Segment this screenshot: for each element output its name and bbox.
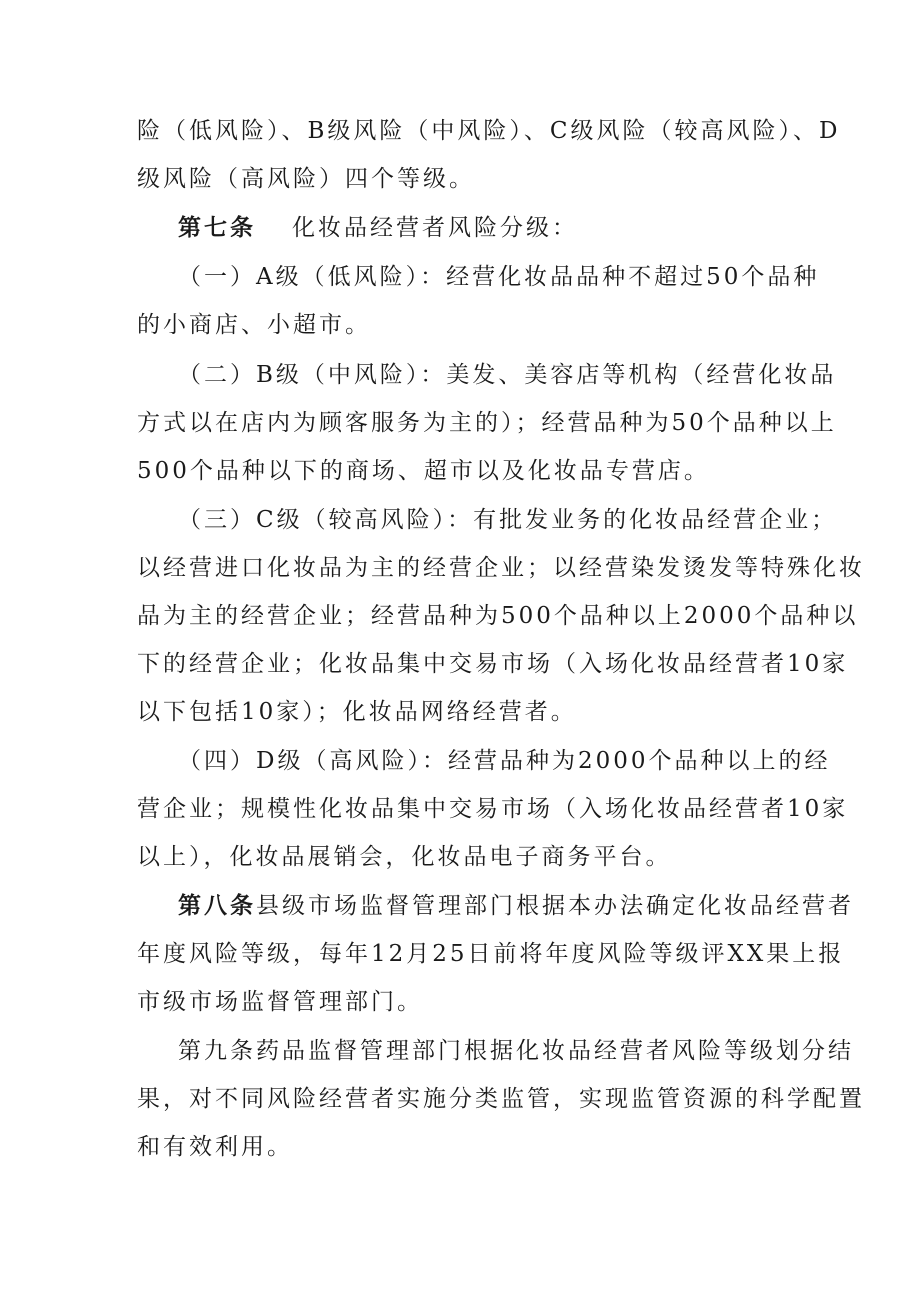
text-line: 第九条药品监督管理部门根据化妆品经营者风险等级划分结 — [178, 1038, 854, 1064]
text-line: 500个品种以下的商场、超市以及化妆品专营店。 — [137, 458, 710, 484]
text-line: 方式以在店内为顾客服务为主的）；经营品种为50个品种以上 — [137, 410, 837, 436]
text-line: 市级市场监督管理部门。 — [137, 989, 423, 1015]
article-7-heading: 第七条 — [178, 214, 256, 241]
text-line: 以下包括10家）；化妆品网络经营者。 — [137, 699, 577, 725]
text-line: （三）C级（较高风险）：有批发业务的化妆品经营企业； — [178, 507, 838, 533]
article-7-title: 化妆品经营者风险分级： — [292, 215, 578, 241]
text-line: 品为主的经营企业；经营品种为500个品种以上2000个品种以 — [137, 603, 859, 629]
text-line: 级风险（高风险）四个等级。 — [137, 166, 475, 192]
article-8-heading: 第八条 — [178, 892, 256, 919]
text-line: 下的经营企业；化妆品集中交易市场（入场化妆品经营者10家 — [137, 651, 849, 677]
text-line: 以经营进口化妆品为主的经营企业；以经营染发烫发等特殊化妆 — [137, 555, 865, 581]
text-line: 以上），化妆品展销会，化妆品电子商务平台。 — [137, 844, 672, 870]
text-line: 险（低风险）、B级风险（中风险）、C级风险（较高风险）、D — [137, 118, 841, 144]
article-7-line — [0, 204, 920, 252]
text-line: 营企业；规模性化妆品集中交易市场（入场化妆品经营者10家 — [137, 796, 849, 822]
text-line: （一）A级（低风险）：经营化妆品品种不超过50个品种 — [178, 264, 820, 290]
article-8-text: 县级市场监督管理部门根据本办法确定化妆品经营者 — [256, 893, 854, 919]
text-line: 年度风险等级，每年12月25日前将年度风险等级评XX果上报 — [137, 941, 845, 967]
article-8-line — [0, 882, 920, 930]
text-line: 果，对不同风险经营者实施分类监管，实现监管资源的科学配置 — [137, 1086, 865, 1112]
text-line: （二）B级（中风险）：美发、美容店等机构（经营化妆品 — [178, 362, 837, 388]
text-line: 和有效利用。 — [137, 1134, 293, 1160]
text-line: 的小商店、小超市。 — [137, 312, 371, 338]
text-line: （四）D级（高风险）：经营品种为2000个品种以上的经 — [178, 748, 831, 774]
